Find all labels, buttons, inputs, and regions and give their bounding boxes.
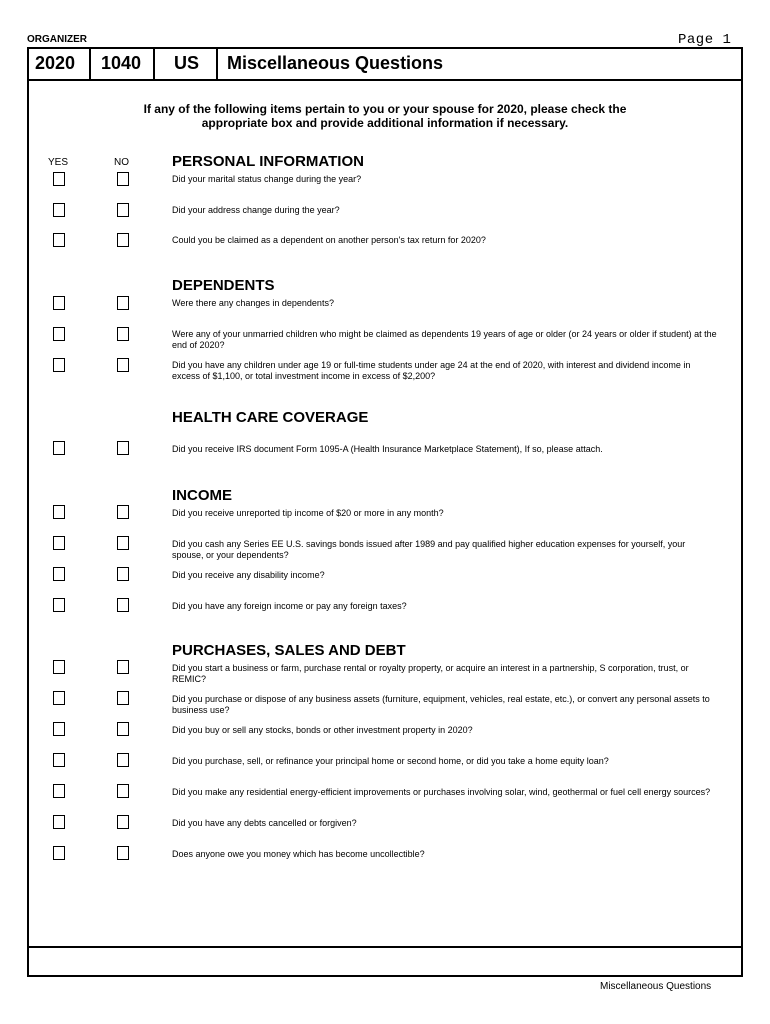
- section-title-personal-information: PERSONAL INFORMATION: [172, 153, 364, 170]
- yes-checkbox[interactable]: [53, 233, 65, 247]
- no-checkbox[interactable]: [117, 691, 129, 705]
- question-text: Did you receive unreported tip income of $20 or more in any month?: [172, 508, 444, 518]
- yes-checkbox[interactable]: [53, 691, 65, 705]
- yes-checkbox[interactable]: [53, 203, 65, 217]
- yes-checkbox[interactable]: [53, 172, 65, 186]
- no-checkbox[interactable]: [117, 536, 129, 550]
- footer-label: Miscellaneous Questions: [600, 981, 712, 992]
- yes-checkbox[interactable]: [53, 598, 65, 612]
- no-checkbox[interactable]: [117, 296, 129, 310]
- no-checkbox[interactable]: [117, 784, 129, 798]
- no-checkbox[interactable]: [117, 598, 129, 612]
- no-checkbox[interactable]: [117, 203, 129, 217]
- question-text: Did you have any foreign income or pay any foreign taxes?: [172, 601, 407, 611]
- header-divider: [153, 47, 155, 79]
- question-text: Did you buy or sell any stocks, bonds or other investment property in 2020?: [172, 725, 473, 735]
- question-text: Did you cash any Series EE U.S. savings bonds issued after 1989 and pay qualified higher education expenses for yourself, your spouse, or your dependents?: [172, 539, 686, 560]
- question-text: Does anyone owe you money which has become uncollectible?: [172, 849, 425, 859]
- yes-checkbox[interactable]: [53, 567, 65, 581]
- yes-checkbox[interactable]: [53, 815, 65, 829]
- question-text: Did you purchase, sell, or refinance your principal home or second home, or did you take a home equity loan?: [172, 756, 609, 766]
- yes-checkbox[interactable]: [53, 784, 65, 798]
- yes-checkbox[interactable]: [53, 441, 65, 455]
- no-checkbox[interactable]: [117, 753, 129, 767]
- page-number: Page 1: [678, 32, 732, 48]
- yes-column-header: YES: [48, 157, 69, 168]
- no-checkbox[interactable]: [117, 660, 129, 674]
- no-checkbox[interactable]: [117, 233, 129, 247]
- no-column-header: NO: [114, 157, 129, 168]
- organizer-label: ORGANIZER: [27, 34, 87, 45]
- question-text: Did you purchase or dispose of any business assets (furniture, equipment, vehicles, real estate, etc.), or convert any personal assets to business use?: [172, 694, 710, 715]
- tax-year: 2020: [35, 52, 76, 73]
- no-checkbox[interactable]: [117, 172, 129, 186]
- question-text: Did your marital status change during the year?: [172, 174, 362, 184]
- header-divider: [216, 47, 218, 79]
- question-text: Did you start a business or farm, purchase rental or royalty property, or acquire an interest in a partnership, S corporation, trust, or REMIC?: [172, 663, 689, 684]
- yes-checkbox[interactable]: [53, 660, 65, 674]
- no-checkbox[interactable]: [117, 358, 129, 372]
- no-checkbox[interactable]: [117, 505, 129, 519]
- no-checkbox[interactable]: [117, 815, 129, 829]
- no-checkbox[interactable]: [117, 327, 129, 341]
- yes-checkbox[interactable]: [53, 722, 65, 736]
- question-text: Did you make any residential energy-efficient improvements or purchases involving solar, wind, geothermal or fuel cell energy sources?: [172, 787, 711, 797]
- no-checkbox[interactable]: [117, 722, 129, 736]
- question-text: Did you have any debts cancelled or forgiven?: [172, 818, 357, 828]
- question-text: Were there any changes in dependents?: [172, 298, 334, 308]
- question-text: Did you have any children under age 19 or full-time students under age 24 at the end of 2020, with interest and dividend income in excess of $1,100, or total investment income in excess of $2,200?: [172, 360, 691, 381]
- instructions-line-1: If any of the following items pertain to you or your spouse for 2020, please check the: [143, 102, 627, 116]
- question-text: Were any of your unmarried children who might be claimed as dependents 19 years of age or older (or 24 years or older if student) at the end of 2020?: [172, 329, 717, 350]
- yes-checkbox[interactable]: [53, 753, 65, 767]
- section-title-dependents: DEPENDENTS: [172, 277, 275, 294]
- yes-checkbox[interactable]: [53, 358, 65, 372]
- form-title: Miscellaneous Questions: [227, 52, 444, 73]
- bottom-rule: [29, 946, 741, 948]
- no-checkbox[interactable]: [117, 846, 129, 860]
- no-checkbox[interactable]: [117, 567, 129, 581]
- yes-checkbox[interactable]: [53, 536, 65, 550]
- section-title-income: INCOME: [172, 487, 232, 504]
- yes-checkbox[interactable]: [53, 296, 65, 310]
- country-code: US: [174, 52, 200, 73]
- instructions-line-2: appropriate box and provide additional information if necessary.: [201, 116, 569, 130]
- section-title-health-care-coverage: HEALTH CARE COVERAGE: [172, 409, 369, 426]
- yes-checkbox[interactable]: [53, 846, 65, 860]
- form-number: 1040: [101, 52, 142, 73]
- question-text: Did you receive any disability income?: [172, 570, 325, 580]
- instructions: [60, 102, 710, 130]
- question-text: Did you receive IRS document Form 1095-A (Health Insurance Marketplace Statement), If so, please attach.: [172, 444, 603, 454]
- no-checkbox[interactable]: [117, 441, 129, 455]
- header-divider: [89, 47, 91, 79]
- question-text: Could you be claimed as a dependent on another person's tax return for 2020?: [172, 235, 486, 245]
- section-title-purchases-sales-debt: PURCHASES, SALES AND DEBT: [172, 642, 406, 659]
- form-header: [27, 47, 743, 81]
- yes-checkbox[interactable]: [53, 505, 65, 519]
- yes-checkbox[interactable]: [53, 327, 65, 341]
- question-text: Did your address change during the year?: [172, 205, 340, 215]
